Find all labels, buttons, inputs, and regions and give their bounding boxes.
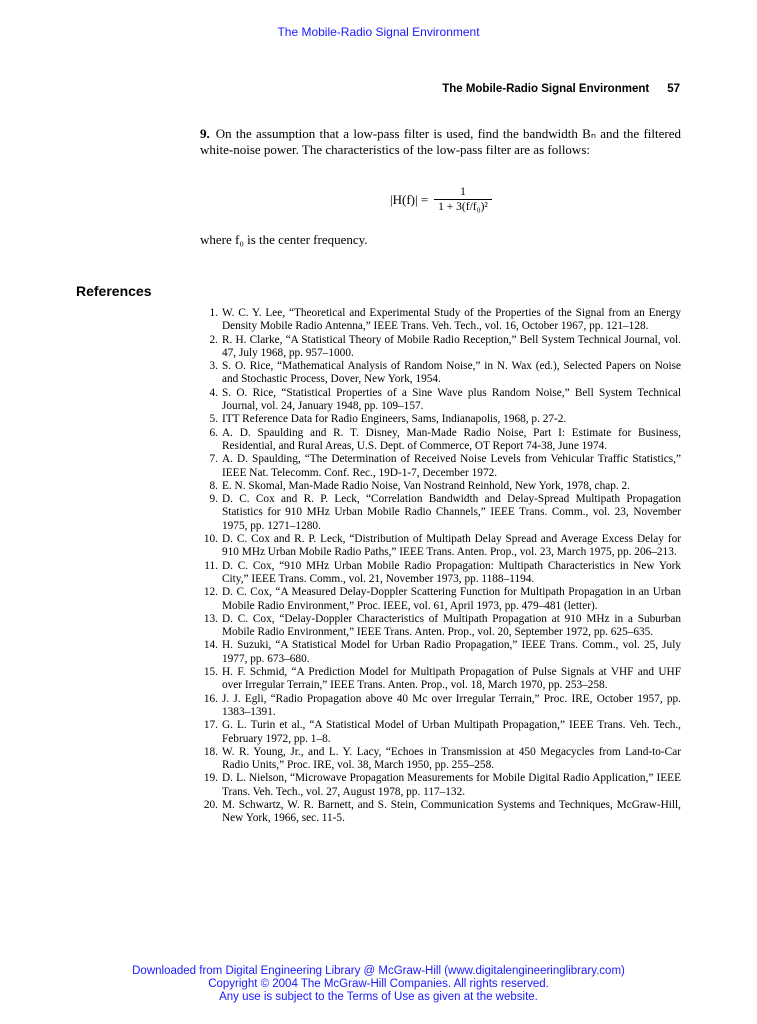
- reference-number: 9.: [209, 493, 218, 506]
- references-list: [200, 307, 681, 826]
- reference-item: [200, 799, 681, 826]
- problem-number: 9.: [200, 126, 210, 141]
- reference-number: 13.: [203, 612, 218, 625]
- reference-text: A. D. Spaulding, “The Determination of Received Noise Levels from Vehicular Traffic Statistics,” IEEE Nat. Telecomm. Conf. Rec., 19D-1-7, December 1972.: [222, 453, 681, 479]
- reference-text: D. C. Cox, “910 MHz Urban Mobile Radio Propagation: Multipath Characteristics in New York City,” IEEE Trans. Comm., vol. 21, November 1973, pp. 1188–1194.: [222, 559, 681, 585]
- transfer-function-formula: [390, 186, 492, 213]
- reference-text: H. F. Schmid, “A Prediction Model for Multipath Propagation of Pulse Signals at VHF and UHF over Irregular Terrain,” IEEE Trans. Anten. Prop., vol. 18, March 1970, pp. 253–258.: [222, 666, 681, 692]
- reference-number: 14.: [203, 639, 218, 652]
- footer-download-link[interactable]: Downloaded from Digital Engineering Library @ McGraw-Hill (www.digitalengineeringlibrary.com): [132, 965, 625, 977]
- reference-item: [200, 666, 681, 693]
- reference-text: H. Suzuki, “A Statistical Model for Urban Radio Propagation,” IEEE Trans. Comm., vol. 25, July 1977, pp. 673–680.: [222, 639, 681, 665]
- formula-denominator: 1 + 3(f/f₀)²: [434, 199, 492, 213]
- reference-number: 20.: [203, 798, 218, 811]
- reference-text: D. C. Cox, “A Measured Delay-Doppler Scattering Function for Multipath Propagation in an Urban Mobile Radio Environment,” Proc. IEEE, vol. 61, April 1973, pp. 479–481 (letter).: [222, 586, 681, 612]
- reference-text: W. R. Young, Jr., and L. Y. Lacy, “Echoes in Transmission at 450 Megacycles from Land-to-Car Radio Units,” Proc. IRE, vol. 38, March 1950, pp. 255–258.: [222, 745, 681, 772]
- reference-text: A. D. Spaulding and R. T. Disney, Man-Made Radio Noise, Part I: Estimate for Business, Residential, and Rural Areas, U.S. Dept. of Commerce, OT Report 74-38, June 1974.: [222, 426, 681, 452]
- reference-number: 6.: [209, 426, 218, 439]
- references-heading: References: [76, 283, 152, 299]
- reference-text: D. C. Cox and R. P. Leck, “Distribution of Multipath Delay Spread and Average Excess Delay for 910 MHz Urban Mobile Radio Paths,” IEEE Trans. Anten. Prop., vol. 23, March 1975, pp. 206–213.: [222, 533, 681, 559]
- reference-item: [200, 693, 681, 720]
- formula-numerator: 1: [460, 186, 466, 198]
- reference-item: [200, 307, 681, 334]
- running-header: [442, 83, 680, 95]
- formula-lhs: |H(f)| =: [390, 191, 429, 207]
- reference-item: [200, 613, 681, 640]
- footer-notice: [0, 965, 757, 1004]
- reference-text: E. N. Skomal, Man-Made Radio Noise, Van Nostrand Reinhold, New York, 1978, chap. 2.: [222, 479, 631, 492]
- reference-item: [200, 453, 681, 480]
- reference-item: [200, 493, 681, 533]
- reference-number: 4.: [209, 386, 218, 399]
- reference-item: [200, 480, 681, 493]
- reference-item: [200, 413, 681, 426]
- reference-item: [200, 360, 681, 387]
- reference-number: 12.: [203, 586, 218, 599]
- reference-number: 7.: [209, 453, 218, 466]
- reference-text: M. Schwartz, W. R. Barnett, and S. Stein, Communication Systems and Techniques, McGraw-Hill, New York, 1966, sec. 11-5.: [222, 798, 681, 825]
- where-clause: where f₀ is the center frequency.: [200, 232, 368, 247]
- reference-number: 17.: [203, 719, 218, 732]
- reference-text: G. L. Turin et al., “A Statistical Model of Urban Multipath Propagation,” IEEE Trans. Veh. Tech., February 1972, pp. 1–8.: [222, 719, 681, 745]
- reference-number: 3.: [209, 360, 218, 373]
- reference-item: [200, 560, 681, 587]
- reference-text: S. O. Rice, “Statistical Properties of a Sine Wave plus Random Noise,” Bell System Technical Journal, vol. 24, January 1948, pp. 109–157.: [222, 386, 681, 413]
- problem-9: [200, 126, 681, 158]
- reference-text: R. H. Clarke, “A Statistical Theory of Mobile Radio Reception,” Bell System Technical Journal, vol. 47, July 1968, pp. 957–1000.: [222, 333, 681, 359]
- reference-item: [200, 533, 681, 560]
- reference-item: [200, 772, 681, 799]
- problem-text: On the assumption that a low-pass filter is used, find the bandwidth Bₙ and the filtered white-noise power. The characteristics of the low-pass filter are as follows:: [200, 126, 681, 157]
- reference-text: D. C. Cox and R. P. Leck, “Correlation Bandwidth and Delay-Spread Multipath Propagation Statistics for 910 MHz Urban Mobile Radio Channels,” IEEE Trans. Comm., vol. 23, November 1975, pp. 1271–1280.: [222, 493, 681, 532]
- reference-text: D. L. Nielson, “Microwave Propagation Measurements for Mobile Digital Radio Application,” IEEE Trans. Veh. Tech., vol. 27, August 1978, pp. 117–132.: [222, 772, 681, 798]
- reference-number: 8.: [209, 479, 218, 492]
- reference-item: [200, 719, 681, 746]
- reference-item: [200, 427, 681, 454]
- reference-number: 18.: [203, 745, 218, 758]
- reference-number: 5.: [209, 413, 218, 426]
- page-number: 57: [667, 83, 680, 95]
- reference-item: [200, 387, 681, 414]
- reference-text: J. J. Egli, “Radio Propagation above 40 Mc over Irregular Terrain,” Proc. IRE, October 1957, pp. 1383–1391.: [222, 692, 681, 718]
- running-title: The Mobile-Radio Signal Environment: [442, 83, 650, 95]
- top-source-link[interactable]: The Mobile-Radio Signal Environment: [277, 25, 480, 39]
- reference-item: [200, 639, 681, 666]
- formula-fraction: [434, 186, 492, 213]
- footer-copyright: Copyright © 2004 The McGraw-Hill Companies. All rights reserved.: [208, 978, 549, 990]
- footer-terms-link[interactable]: Any use is subject to the Terms of Use as given at the website.: [219, 991, 538, 1003]
- reference-text: S. O. Rice, “Mathematical Analysis of Random Noise,” in N. Wax (ed.), Selected Papers on Noise and Stochastic Process, Dover, New York, 1954.: [222, 360, 681, 386]
- reference-number: 16.: [203, 692, 218, 705]
- reference-item: [200, 334, 681, 361]
- reference-text: D. C. Cox, “Delay-Doppler Characteristics of Multipath Propagation at 910 MHz in a Suburban Mobile Radio Environment,” IEEE Trans. Anten. Prop., vol. 20, September 1972, pp. 625–635.: [222, 612, 681, 639]
- reference-item: [200, 746, 681, 773]
- reference-text: ITT Reference Data for Radio Engineers, Sams, Indianapolis, 1968, p. 27-2.: [222, 413, 567, 426]
- reference-number: 2.: [209, 333, 218, 346]
- reference-number: 11.: [204, 559, 218, 572]
- reference-number: 15.: [203, 666, 218, 679]
- reference-item: [200, 586, 681, 613]
- reference-number: 19.: [203, 772, 218, 785]
- reference-number: 1.: [209, 307, 218, 319]
- reference-text: W. C. Y. Lee, “Theoretical and Experimental Study of the Properties of the Signal from an Energy Density Mobile Radio Antenna,” IEEE Trans. Veh. Tech., vol. 16, October 1967, pp. 121–128.: [222, 307, 681, 333]
- reference-number: 10.: [203, 533, 218, 546]
